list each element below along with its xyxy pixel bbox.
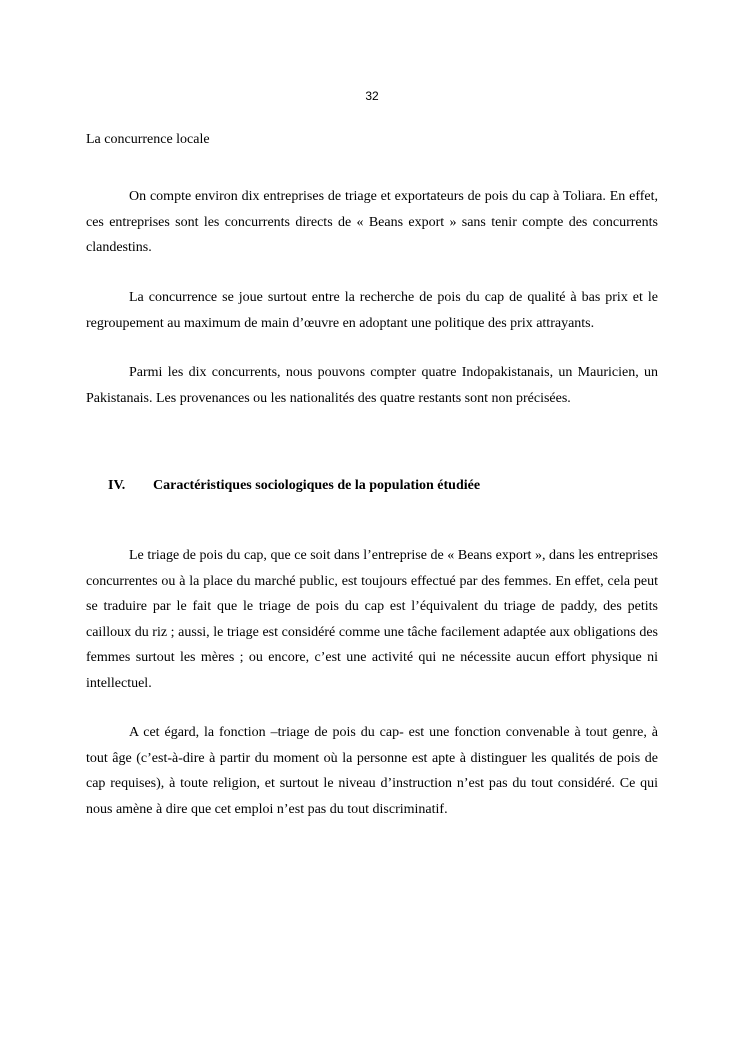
- subsection-title: La concurrence locale: [86, 132, 210, 147]
- paragraph-competitors-nationality: Parmi les dix concurrents, nous pouvons compter quatre Indopakistanais, un Mauricien, un Pakistanais. Les provenances ou les nationalités des quatre restants sont non précisées.: [86, 365, 658, 406]
- section-title: Caractéristiques sociologiques de la population étudiée: [153, 478, 481, 493]
- paragraph-competitors-count: On compte environ dix entreprises de triage et exportateurs de pois du cap à Toliara. En effet, ces entreprises sont les concurrents directs de « Beans export » sans tenir compte des concurrents clandestins.: [86, 189, 658, 255]
- page-number: 32: [365, 89, 379, 103]
- section-number: IV.: [108, 478, 126, 493]
- section-heading: [108, 476, 480, 496]
- paragraph-sorting-women: Le triage de pois du cap, que ce soit dans l’entreprise de « Beans export », dans les entreprises concurrentes ou à la place du marché public, est toujours effectué par des femmes. En effet, cela peut se traduire par le fait que le triage de pois du cap est l’équivalent du triage de paddy, des petits cailloux du riz ; aussi, le triage est considéré comme une tâche facilement adaptée aux obligations des femmes surtout les mères ; ou encore, c’est une activité qui ne nécessite aucun effort physique ni intellectuel.: [86, 548, 658, 691]
- paragraph-non-discriminatory: A cet égard, la fonction –triage de pois du cap- est une fonction convenable à tout genre, à tout âge (c’est-à-dire à partir du moment où la personne est apte à distinguer les qualités de pois de cap requises), à toute religion, et surtout le niveau d’instruction n’est pas du tout considéré. Ce qui nous amène à dire que cet emploi n’est pas du tout discriminatif.: [86, 725, 658, 817]
- paragraph-competition-strategy: La concurrence se joue surtout entre la recherche de pois du cap de qualité à bas prix et le regroupement au maximum de main d’œuvre en adoptant une politique des prix attrayants.: [86, 290, 658, 331]
